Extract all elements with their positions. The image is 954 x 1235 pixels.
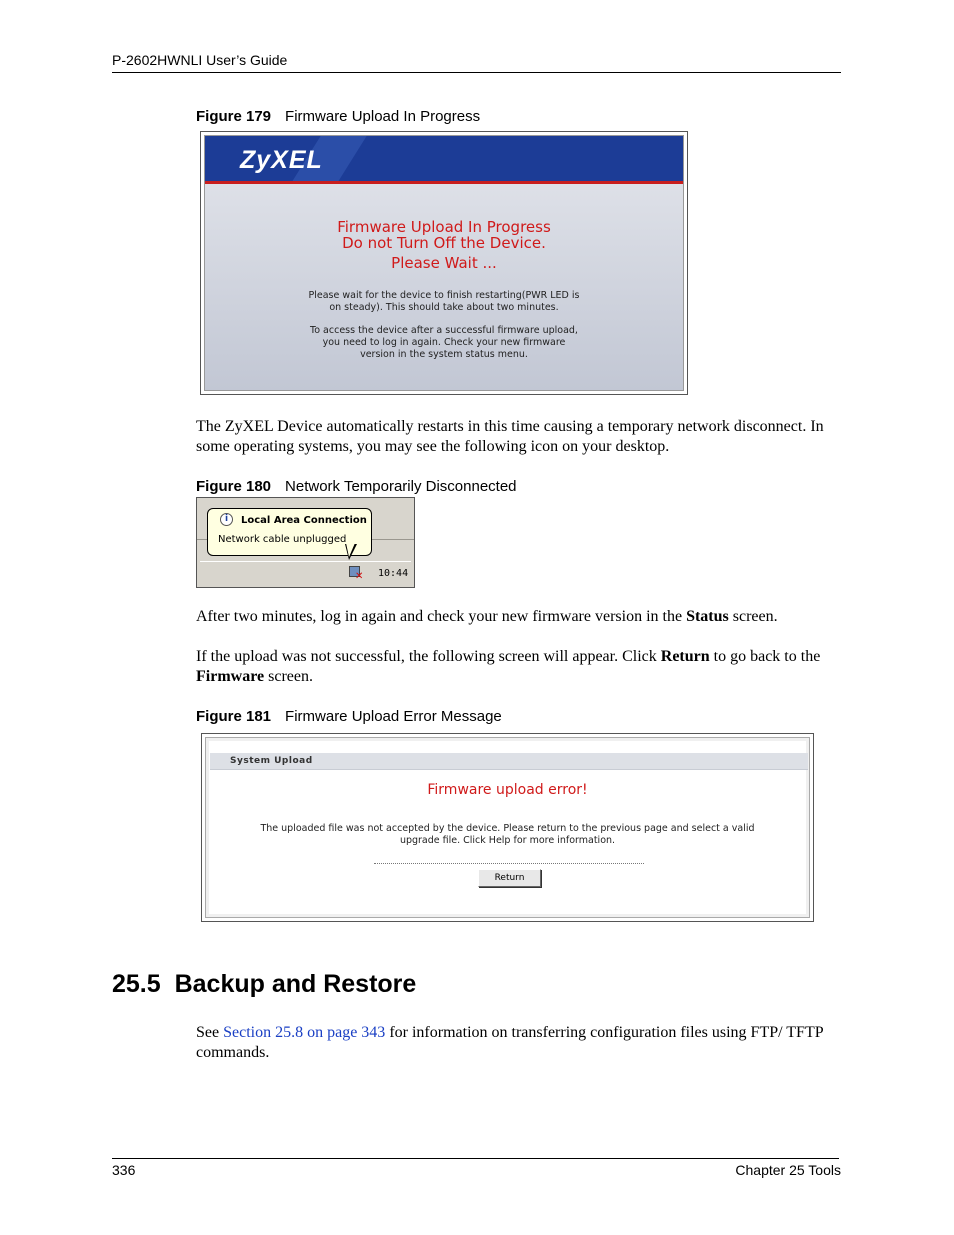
info-icon: i xyxy=(220,513,233,526)
error-panel xyxy=(205,737,810,918)
error-message-line-1: The uploaded file was not accepted by the device. Please return to the previous page and select a valid xyxy=(260,823,755,834)
restart-note-line-1: Please wait for the device to finish restarting(PWR LED is xyxy=(308,290,580,301)
chapter-title: Chapter 25 Tools xyxy=(735,1162,841,1178)
para2-text-c: screen. xyxy=(728,608,778,625)
paragraph-upload-failed xyxy=(196,647,842,687)
login-note-line-3: version in the system status menu. xyxy=(360,349,528,360)
upload-error-message xyxy=(206,823,809,847)
upload-progress-panel xyxy=(204,135,684,391)
figure-181-title: Firmware Upload Error Message xyxy=(285,708,502,725)
tray-clock: 10:44 xyxy=(378,568,409,579)
disconnected-x-icon: ✕ xyxy=(355,571,364,582)
figure-181-label: Figure 181 xyxy=(196,708,272,725)
balloon-tail xyxy=(345,544,357,560)
figure-179-caption xyxy=(196,108,480,125)
para4-text-b: for information on transferring configuration files using FTP/ TFTP commands. xyxy=(196,1024,824,1061)
para3-return-bold: Return xyxy=(660,648,710,665)
dotted-separator xyxy=(374,863,644,864)
figure-179-title: Firmware Upload In Progress xyxy=(285,108,481,125)
return-button[interactable]: Return xyxy=(478,869,541,887)
system-upload-title-bar xyxy=(210,753,808,770)
section-25-8-link[interactable]: Section 25.8 on page 343 xyxy=(223,1024,386,1041)
para3-text-c: to go back to the xyxy=(709,648,821,665)
page-number: 336 xyxy=(112,1162,136,1178)
section-number: 25.5 xyxy=(112,970,161,998)
figure-181-caption xyxy=(196,708,502,725)
login-note-line-2: you need to log in again. Check your new firmware xyxy=(322,337,566,348)
para3-text-e: screen. xyxy=(264,668,313,685)
do-not-turn-off-warning: Do not Turn Off the Device. xyxy=(342,234,546,252)
running-header: P-2602HWNLI User’s Guide xyxy=(112,52,288,68)
zyxel-logo: ZyXEL xyxy=(240,146,323,174)
system-upload-title: System Upload xyxy=(230,756,313,766)
firmware-upload-progress-screenshot xyxy=(200,131,688,395)
section-title: Backup and Restore xyxy=(174,970,417,998)
login-note-line-1: To access the device after a successful firmware upload, xyxy=(310,325,578,336)
para2-status-bold: Status xyxy=(686,608,729,625)
please-wait-text: Please Wait ... xyxy=(391,254,497,272)
figure-180-label: Figure 180 xyxy=(196,478,272,495)
paragraph-backup-restore xyxy=(196,1023,836,1063)
figure-179-label: Figure 179 xyxy=(196,108,272,125)
para2-text-a: After two minutes, log in again and check your new firmware version in the xyxy=(196,608,687,625)
para3-text-a: If the upload was not successful, the following screen will appear. Click xyxy=(196,648,661,665)
firmware-upload-error-screenshot xyxy=(201,733,814,922)
balloon-message: Network cable unplugged xyxy=(218,534,347,545)
network-disconnected-screenshot xyxy=(196,497,415,588)
figure-180-title: Network Temporarily Disconnected xyxy=(285,478,517,495)
header-rule xyxy=(112,72,841,73)
upload-error-heading: Firmware upload error! xyxy=(427,782,588,798)
figure-180-caption xyxy=(196,478,517,495)
balloon-title: Local Area Connection xyxy=(241,515,367,526)
zyxel-banner xyxy=(205,136,683,184)
error-message-line-2: upgrade file. Click Help for more information. xyxy=(399,835,616,846)
footer-rule xyxy=(112,1158,839,1159)
restart-note-line-2: on steady). This should take about two minutes. xyxy=(329,302,559,313)
para3-firmware-bold: Firmware xyxy=(196,668,265,685)
section-heading xyxy=(112,970,416,999)
para4-text-a: See xyxy=(196,1024,224,1041)
paragraph-auto-restart: The ZyXEL Device automatically restarts in this time causing a temporary network disconnect. In some operating systems, you may see the following icon on your desktop. xyxy=(196,418,824,455)
paragraph-check-firmware xyxy=(196,607,842,627)
upload-progress-heading: Firmware Upload In Progress xyxy=(337,218,551,236)
